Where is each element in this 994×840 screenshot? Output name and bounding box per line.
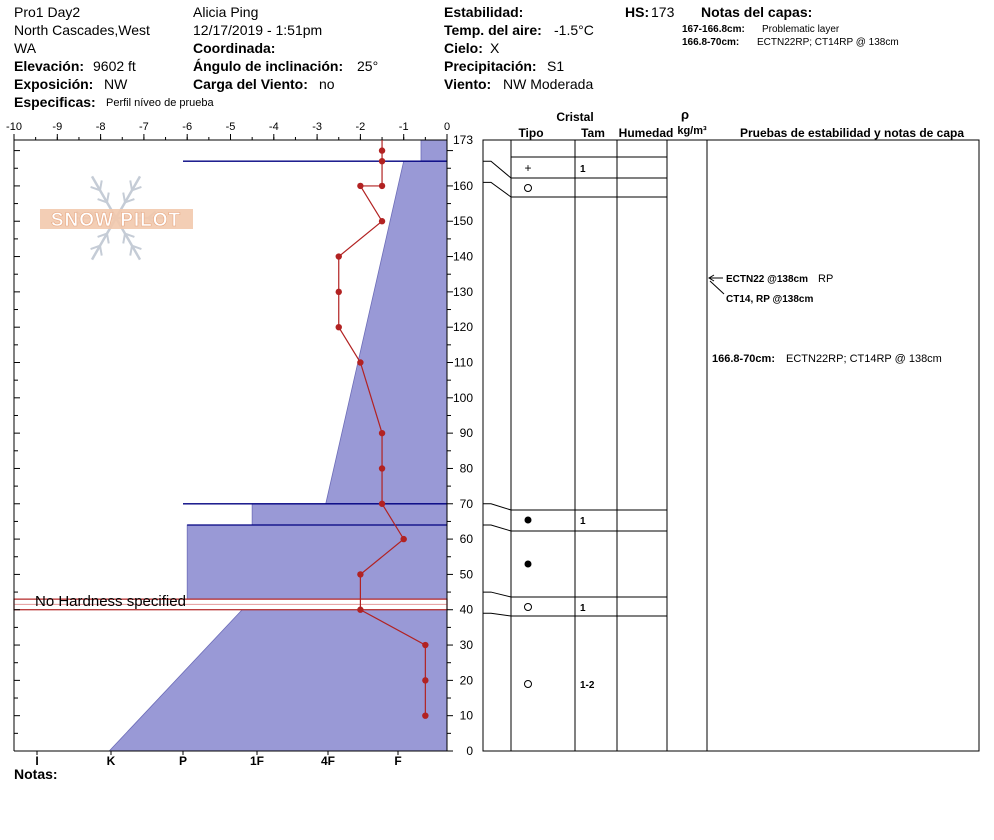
hardness-tick-label: 1F [249,754,265,768]
height-tick-label: 110 [453,355,473,370]
hardness-tick-label: F [394,754,402,768]
height-tick-label: 0 [466,744,473,758]
wind-label: Viento: [444,76,492,92]
stability-test-2: CT14, RP @138cm [726,294,814,305]
height-tick-label: 160 [452,178,473,193]
crystal-size: 1 [580,164,586,175]
height-tick-label: 20 [459,673,473,688]
height-tick-label: 173 [452,133,473,147]
temperature-point [357,359,363,365]
coordinate-label: Coordinada: [193,40,276,56]
wind-load-label: Carga del Viento: [193,76,308,92]
temp-tick-label: 0 [443,121,451,133]
temp-tick-label: -5 [225,121,236,133]
temperature-point [357,607,363,613]
snowpilot-logo-text: SNOW PILOT [50,210,182,231]
layer-connector [483,182,511,197]
header-tam: Tam [581,126,605,140]
crystal-symbol [525,681,532,688]
stability-test-1: ECTN22 @138cm [726,274,809,285]
exposure-value: NW [104,76,128,92]
air-temp-label: Temp. del aire: [444,22,542,38]
crystal-size: 1-2 [580,680,595,691]
temperature-point [379,501,385,507]
header-tests: Pruebas de estabilidad y notas de capa [739,126,965,140]
height-tick-label: 50 [459,567,473,582]
location-line-2: North Cascades,West [14,22,150,38]
height-tick-label: 120 [452,320,473,335]
crystal-symbol [525,517,532,524]
incline-value: 25° [357,58,379,74]
snowflake-branch [123,193,125,203]
layer-connector [483,592,511,597]
snowflake-branch [107,193,109,203]
wind-load-value: no [319,76,335,92]
height-tick-label: 140 [452,249,473,264]
temp-tick-label: -10 [6,121,22,133]
temperature-point [379,158,385,164]
height-tick-label: 40 [459,602,473,617]
sky-label: Cielo: [444,40,483,56]
hardness-layer [252,504,447,525]
hardness-layer [326,161,447,504]
precipitation-label: Precipitación: [444,58,537,74]
hardness-layer [421,140,447,161]
temperature-point [357,571,363,577]
height-tick-label: 30 [459,638,473,653]
header-density-unit: kg/m³ [677,125,707,137]
layer-table-frame [483,140,979,751]
height-tick-label: 150 [452,214,473,229]
height-tick-label: 60 [459,532,473,547]
stability-test-1-suffix: RP [818,273,834,285]
hardness-tick-label: K [106,754,116,768]
hardness-tick-label: P [178,754,188,768]
layer-note-2-text: ECTN22RP; CT14RP @ 138cm [757,37,899,48]
layer-connector [483,525,511,531]
stability-label: Estabilidad: [444,4,524,20]
snow-height-value: 173 [651,4,675,20]
temperature-point [336,324,342,330]
temperature-point [379,147,385,153]
specifics-value: Perfil níveo de prueba [106,97,214,109]
snowflake-branch [123,234,125,244]
snowflake-branch [100,246,102,256]
observer-name: Alicia Ping [193,4,259,20]
precipitation-value: S1 [547,58,565,74]
height-tick-label: 90 [459,426,473,441]
tests-note-range: 166.8-70cm: [712,353,775,365]
temp-tick-label: -3 [312,121,322,133]
hardness-layer [109,599,447,751]
layer-note-2-range: 166.8-70cm: [682,37,740,48]
layer-connector [483,504,511,510]
header-tipo: Tipo [518,126,544,140]
notes-label: Notas: [14,766,58,782]
specifics-label: Especificas: [14,94,96,110]
temperature-point [379,430,385,436]
temperature-point [336,253,342,259]
location-line-3: WA [14,40,37,56]
temperature-point [379,183,385,189]
snowflake-branch [130,180,132,190]
snowflake-branch [100,180,102,190]
incline-label: Ángulo de inclinación: [193,58,344,74]
height-tick-label: 130 [452,284,473,299]
tests-note-text: ECTN22RP; CT14RP @ 138cm [786,353,942,365]
test-arrow [710,281,724,294]
exposure-label: Exposición: [14,76,94,92]
temperature-point [401,536,407,542]
header-humedad: Humedad [618,126,674,140]
crystal-size: 1 [580,516,586,527]
location-line-1: Pro1 Day2 [14,4,81,20]
elevation-value: 9602 ft [93,58,136,74]
snowflake-branch [130,246,132,256]
height-tick-label: 10 [459,708,473,723]
layer-connector [483,161,511,178]
temperature-point [422,642,428,648]
crystal-symbol [525,185,532,192]
temperature-point [379,465,385,471]
header-cristal: Cristal [556,110,594,124]
crystal-size: 1 [580,603,586,614]
observation-datetime: 12/17/2019 - 1:51pm [193,22,323,38]
crystal-symbol: + [524,161,532,175]
hardness-tick-label: I [35,754,39,768]
wind-value: NW Moderada [503,76,594,92]
temp-tick-label: -4 [268,121,279,133]
temperature-point [336,289,342,295]
crystal-symbol [525,561,532,568]
sky-value: X [490,40,500,56]
snowflake-branch [107,234,109,244]
temp-tick-label: -8 [95,121,106,133]
height-tick-label: 70 [459,496,473,511]
layer-notes-label: Notas del capas: [701,4,813,20]
temp-tick-label: -2 [355,121,366,133]
temp-tick-label: -6 [182,121,193,133]
layer-connector [483,613,511,616]
crystal-symbol [525,604,532,611]
elevation-label: Elevación: [14,58,85,74]
air-temp-value: -1.5°C [554,22,594,38]
temp-tick-label: -1 [398,121,409,133]
hardness-tick-label: 4F [320,754,336,768]
height-tick-label: 100 [452,390,473,405]
temp-tick-label: -7 [139,121,149,133]
hardness-layer [187,525,447,599]
temp-tick-label: -9 [52,121,63,133]
snow-height-label: HS: [625,4,650,20]
height-tick-label: 80 [459,461,473,476]
temperature-point [379,218,385,224]
temperature-point [422,677,428,683]
temperature-point [357,183,363,189]
no-hardness-label: No Hardness specified [35,593,186,610]
temperature-point [422,712,428,718]
layer-note-1-range: 167-166.8cm: [682,24,745,35]
layer-note-1-text: Problematic layer [762,24,840,35]
header-rho: ρ [680,107,690,122]
